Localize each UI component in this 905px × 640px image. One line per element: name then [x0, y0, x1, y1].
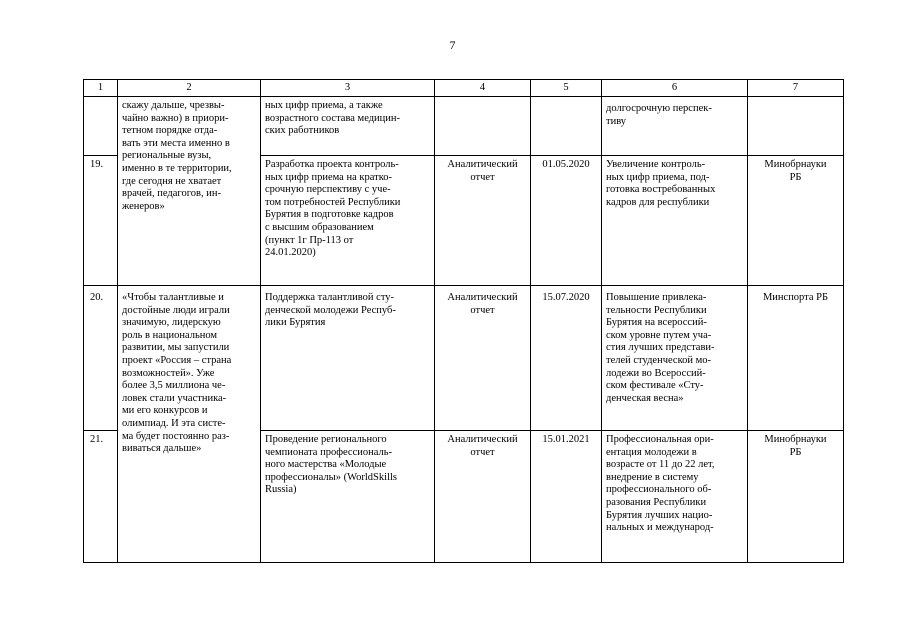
row-number: 20. [84, 286, 118, 431]
date-cell: 15.01.2021 [531, 431, 602, 563]
column-header: 5 [531, 80, 602, 97]
row-number [84, 97, 118, 156]
doc-type-cell: Аналитический отчет [435, 156, 531, 286]
result-cell: долгосрочную перспек- тиву [602, 97, 748, 156]
column-header: 4 [435, 80, 531, 97]
measure-cell: Поддержка талантливой сту- денческой молодежи Респуб- лики Бурятия [261, 286, 435, 431]
measure-cell: Разработка проекта контроль- ных цифр приема на кратко- срочную перспективу с уче- том потребностей Республики Бурятия в подготовке кадров с высшим образованием (пункт 1г Пр-113 от 24.01.2020) [261, 156, 435, 286]
doc-type-cell: Аналитический отчет [435, 431, 531, 563]
column-header: 3 [261, 80, 435, 97]
measures-table [83, 79, 844, 563]
date-cell: 01.05.2020 [531, 156, 602, 286]
measure-cell: Проведение регионального чемпионата профессиональ- ного мастерства «Молодые профессионалы» (WorldSkills Russia) [261, 431, 435, 563]
table-row [84, 97, 844, 156]
row-number: 19. [84, 156, 118, 286]
executor-cell [748, 97, 844, 156]
table-row [84, 286, 844, 431]
column-header: 2 [118, 80, 261, 97]
date-cell: 15.07.2020 [531, 286, 602, 431]
measure-cell: ных цифр приема, а также возрастного состава медицин- ских работников [261, 97, 435, 156]
result-cell: Повышение привлека- тельности Республики Бурятия на всероссий- ском уровне путем уча- стия лучших представи- телей студенческой мо- лодежи во Всероссий- ском фестивале «Сту- денческая весна» [602, 286, 748, 431]
table-header-row [84, 80, 844, 97]
quote-cell: «Чтобы талантливые и достойные люди играли значимую, лидерскую роль в национальном развитии, мы запустили проект «Россия – страна возможностей». Уже более 3,5 миллиона че- ловек стали участника- ми его конкурсов и олимпиад. И эта систе- ма будет постоянно раз- виваться дальше» [118, 286, 261, 563]
result-cell: Профессиональная ори- ентация молодежи в возрасте от 11 до 22 лет, внедрение в систему профессионального об- разования Республики Бурятия лучших нацио- нальных и международ- [602, 431, 748, 563]
page-number: 7 [449, 38, 456, 52]
column-header: 6 [602, 80, 748, 97]
executor-cell: Минобрнауки РБ [748, 431, 844, 563]
column-header: 1 [84, 80, 118, 97]
doc-type-cell [435, 97, 531, 156]
date-cell [531, 97, 602, 156]
result-cell: Увеличение контроль- ных цифр приема, под- готовка востребованных кадров для республики [602, 156, 748, 286]
doc-type-cell: Аналитический отчет [435, 286, 531, 431]
executor-cell: Минспорта РБ [748, 286, 844, 431]
executor-cell: Минобрнауки РБ [748, 156, 844, 286]
row-number: 21. [84, 431, 118, 563]
quote-cell: скажу дальше, чрезвы- чайно важно) в приори- тетном порядке отда- вать эти места именно в региональные вузы, именно в те территории, где сегодня не хватает врачей, педагогов, ин- женеров» [118, 97, 261, 286]
column-header: 7 [748, 80, 844, 97]
